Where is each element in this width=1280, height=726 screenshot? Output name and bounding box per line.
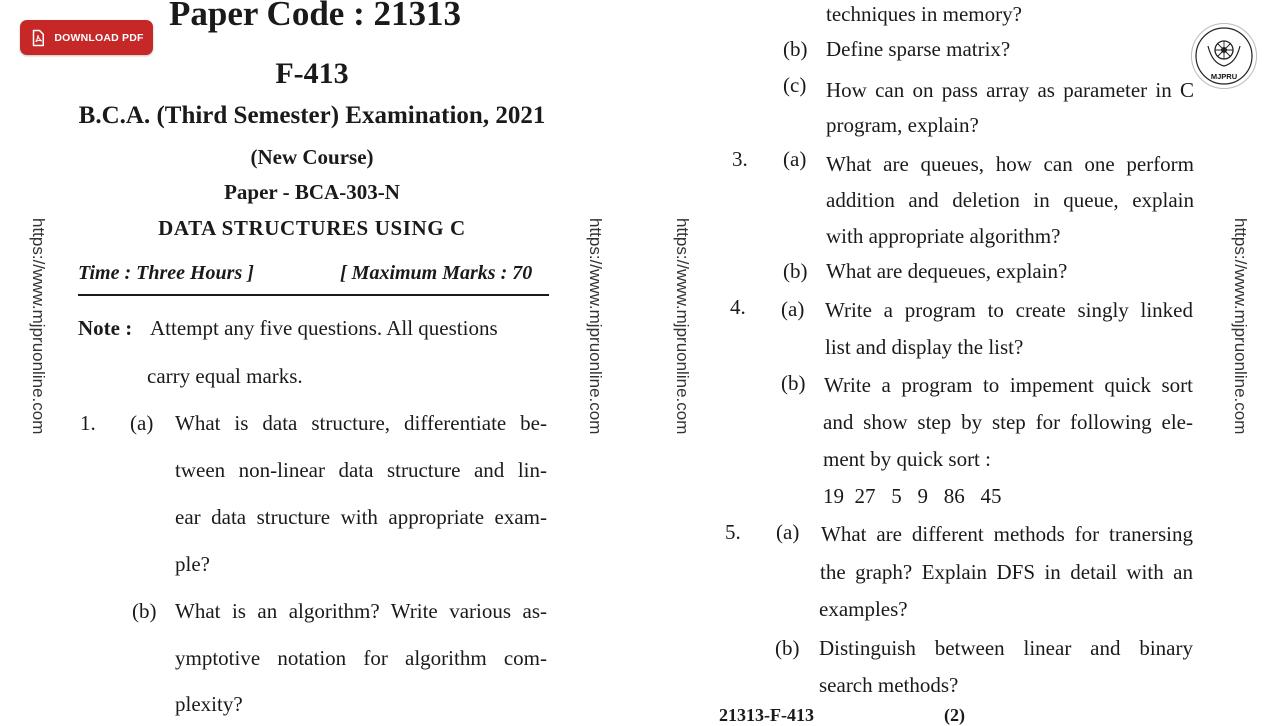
question-text-line: list and display the list? <box>825 335 1024 359</box>
question-text-line: addition and deletion in queue, explain <box>826 188 1194 212</box>
question-part: (a) <box>776 520 800 544</box>
question-part: (b) <box>781 371 806 395</box>
sort-values: 19 27 5 9 86 45 <box>823 484 1002 508</box>
question-text-line: and show step by step for following ele- <box>823 410 1193 434</box>
question-text-line: ymptotive notation for algorithm com- <box>175 646 547 670</box>
note-text-continued: carry equal marks. <box>147 364 303 388</box>
note-text: Attempt any five questions. All questions <box>150 316 498 340</box>
question-text-line: Write a program to impement quick sort <box>824 373 1193 397</box>
question-text-line: What are dequeues, explain? <box>826 259 1068 283</box>
question-text-line: tween non-linear data structure and lin- <box>175 458 547 482</box>
question-text-line: the graph? Explain DFS in detail with an <box>820 560 1193 584</box>
question-text-line: What are queues, how can one perform <box>826 152 1194 176</box>
question-part: (c) <box>783 73 807 97</box>
logo-text: MJPRU <box>1210 72 1238 81</box>
time-label: Time : Three Hours ] <box>78 262 254 284</box>
question-text-line: What is data structure, differentiate be- <box>175 411 547 435</box>
question-text-line: examples? <box>819 597 908 621</box>
question-text-line: search methods? <box>819 673 959 697</box>
max-marks-label: [ Maximum Marks : 70 <box>340 262 533 284</box>
question-number: 1. <box>80 411 96 435</box>
question-text-line: program, explain? <box>826 113 979 137</box>
question-part: (b) <box>775 636 800 660</box>
watermark-url: https://www.mjpruonline.com <box>29 218 48 435</box>
subject-title: DATA STRUCTURES USING C <box>158 216 466 240</box>
emblem-icon <box>1194 26 1254 86</box>
note-label: Note : <box>78 316 133 340</box>
footer-code: 21313-F-413 <box>719 705 814 725</box>
question-part: (b) <box>783 259 808 283</box>
question-text-line: ear data structure with appropriate exam- <box>175 505 547 529</box>
download-pdf-label: DOWNLOAD PDF <box>54 31 144 44</box>
question-part: (b) <box>783 37 808 61</box>
question-text-line: plexity? <box>175 692 243 716</box>
footer-page-number: (2) <box>944 705 965 725</box>
course-label: (New Course) <box>250 145 374 169</box>
exam-title: B.C.A. (Third Semester) Examination, 2021 <box>78 102 546 129</box>
paper-label: Paper - BCA-303-N <box>224 180 400 204</box>
question-text-line: What is an algorithm? Write various as- <box>175 599 547 623</box>
watermark-url: https://www.mjpruonline.com <box>673 218 692 435</box>
question-part: (a) <box>781 297 805 321</box>
download-pdf-button[interactable] <box>20 20 153 55</box>
question-text-line: How can on pass array as parameter in C <box>826 78 1194 102</box>
question-text-line: Distinguish between linear and binary <box>819 636 1193 660</box>
watermark-url: https://www.mjpruonline.com <box>1231 218 1250 435</box>
question-number: 3. <box>732 147 748 171</box>
question-text-line: with appropriate algorithm? <box>826 224 1061 248</box>
watermark-url: https://www.mjpruonline.com <box>586 218 605 435</box>
question-number: 5. <box>725 520 741 544</box>
question-number: 4. <box>730 295 746 319</box>
question-text-line: techniques in memory? <box>826 2 1022 26</box>
university-logo <box>1191 23 1257 89</box>
question-text-line: Write a program to create singly linked <box>825 298 1193 322</box>
question-text-line: Define sparse matrix? <box>826 37 1011 61</box>
exam-code: F-413 <box>275 57 349 90</box>
pdf-file-icon <box>29 29 47 47</box>
question-part: (a) <box>130 411 154 435</box>
question-part: (b) <box>132 599 157 623</box>
paper-code: Paper Code : 21313 <box>169 0 461 33</box>
question-text-line: ple? <box>175 552 210 576</box>
question-part: (a) <box>783 147 807 171</box>
question-text-line: What are different methods for tranersing <box>821 522 1193 546</box>
header-divider <box>78 294 549 296</box>
question-text-line: ment by quick sort : <box>823 447 991 471</box>
